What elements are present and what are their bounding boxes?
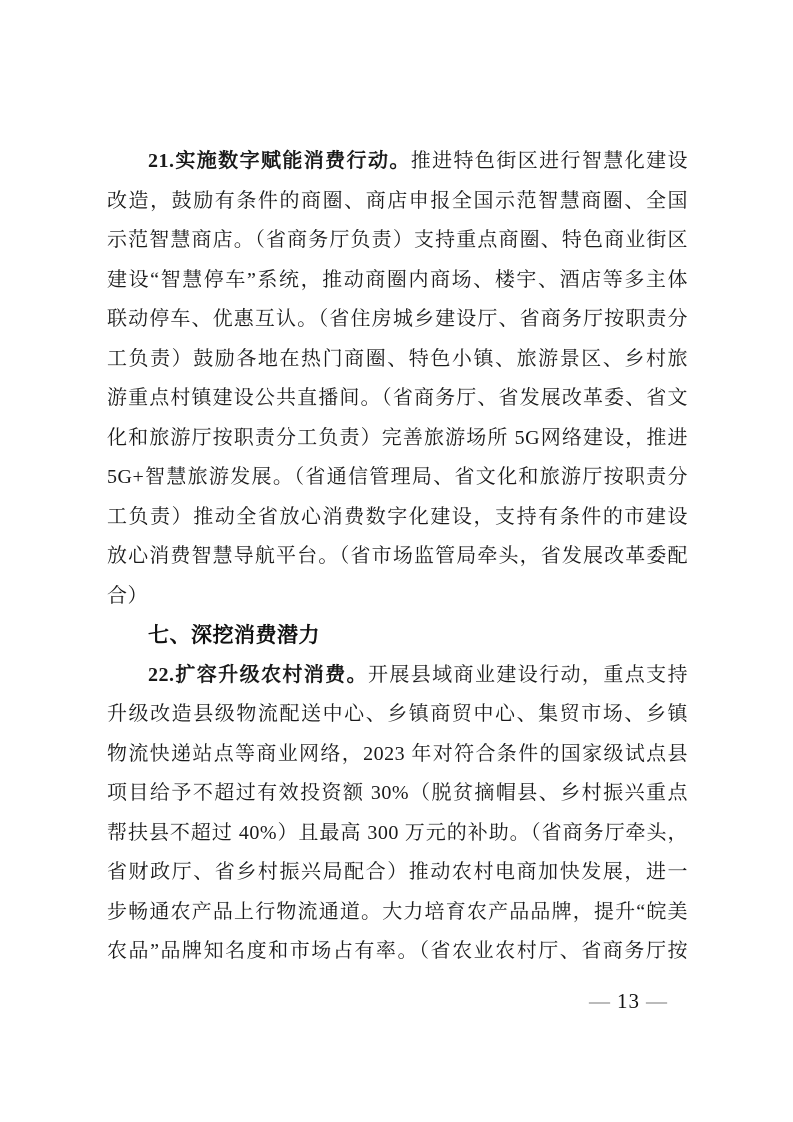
text-line: 化和旅游厅按职责分工负责）完善旅游场所 5G网络建设，推进 <box>107 426 688 449</box>
text-line: 联动停车、优惠互认。（省住房城乡建设厅、省商务厅按职责分 <box>107 308 688 330</box>
text-line: 游重点村镇建设公共直播间。（省商务厅、省发展改革委、省文 <box>107 387 688 409</box>
text-line: 省财政厅、省乡村振兴局配合）推动农村电商加快发展，进一 <box>107 861 688 883</box>
paragraph-item-21 <box>107 142 688 616</box>
bold-item-lead: 22.扩容升级农村消费。 <box>148 663 368 686</box>
footer-left-dash: — <box>589 989 611 1013</box>
heading-line: 七、深挖消费潜力 <box>148 624 320 647</box>
text-line: 示范智慧商店。（省商务厅负责）支持重点商圈、特色商业街区 <box>107 229 688 251</box>
document-body <box>107 142 688 972</box>
page-footer <box>583 988 674 1014</box>
text-line: 改造，鼓励有条件的商圈、商店申报全国示范智慧商圈、全国 <box>107 189 688 212</box>
text-line: 合） <box>107 584 148 607</box>
text-line: 工负责）推动全省放心消费数字化建设，支持有条件的市建设 <box>107 505 688 528</box>
text-line: 步畅通农产品上行物流通道。大力培育农产品品牌，提升“皖美 <box>107 900 688 923</box>
text-line: 22.扩容升级农村消费。开展县域商业建设行动，重点支持 <box>148 663 689 686</box>
page-number: 13 <box>617 989 640 1013</box>
text-line: 帮扶县不超过 40%）且最高 300 万元的补助。（省商务厅牵头， <box>107 821 688 844</box>
text-line: 建设“智慧停车”系统，推动商圈内商场、楼宇、酒店等多主体 <box>107 268 688 291</box>
text-line: 21.实施数字赋能消费行动。推进特色街区进行智慧化建设 <box>148 150 688 172</box>
footer-right-dash: — <box>646 989 668 1013</box>
text-line: 升级改造县级物流配送中心、乡镇商贸中心、集贸市场、乡镇 <box>107 703 688 725</box>
section-heading <box>107 616 688 656</box>
text-line: 农品”品牌知名度和市场占有率。（省农业农村厅、省商务厅按 <box>107 940 688 962</box>
bold-item-lead: 21.实施数字赋能消费行动。 <box>148 150 411 172</box>
paragraph-item-22 <box>107 656 688 972</box>
text-line: 物流快递站点等商业网络，2023 年对符合条件的国家级试点县 <box>107 742 688 765</box>
text-line: 项目给予不超过有效投资额 30%（脱贫摘帽县、乡村振兴重点 <box>107 782 688 804</box>
text-line: 5G+智慧旅游发展。（省通信管理局、省文化和旅游厅按职责分 <box>107 466 688 488</box>
text-line: 放心消费智慧导航平台。（省市场监管局牵头，省发展改革委配 <box>107 545 688 567</box>
text-line: 工负责）鼓励各地在热门商圈、特色小镇、旅游景区、乡村旅 <box>107 347 688 370</box>
